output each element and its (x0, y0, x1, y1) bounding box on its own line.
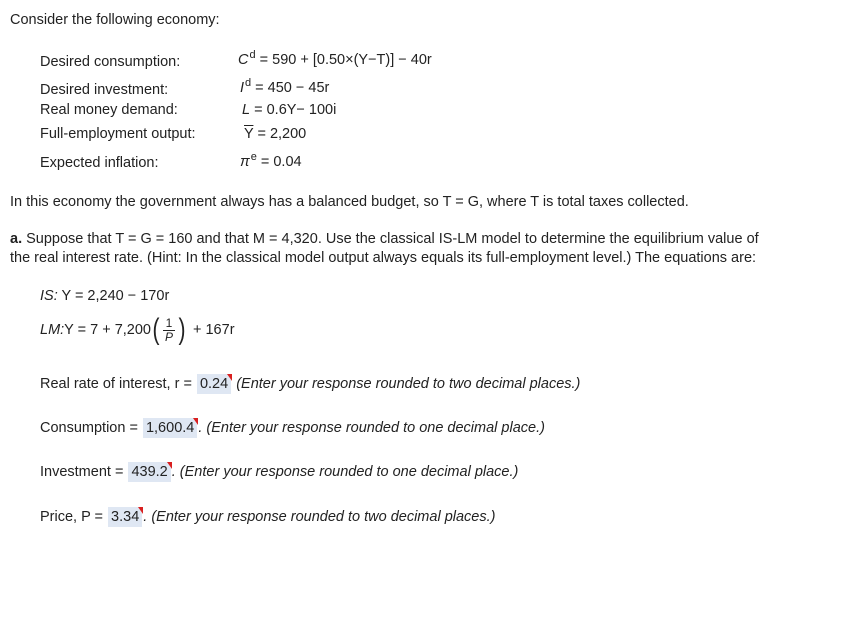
answer-interest-field[interactable]: 0.24 (197, 374, 231, 394)
incorrect-flag-icon (138, 507, 143, 514)
is-equation: IS: Y = 2,240 − 170r (40, 288, 170, 304)
eq-output-value: $\overline{Y} = 2,200$ (244, 126, 307, 142)
eq-investment-label: Desired investment: (40, 82, 169, 98)
incorrect-flag-icon (167, 462, 172, 469)
lm-fraction: $\frac{1}{P}$ (164, 315, 173, 344)
budget-note: In this economy the government always has a balanced budget, so T = G, where T is total taxes collected. (10, 194, 689, 210)
answer-investment-field[interactable]: 439.2 (128, 462, 170, 482)
eq-money-value: L = 0.6Y− 100i (242, 102, 337, 118)
incorrect-flag-icon (227, 374, 232, 381)
eq-consumption-label: Desired consumption: (40, 54, 181, 70)
answer-row-price: Price, P = 3.34 . (Enter your response rounded to two decimal places.) (40, 509, 496, 525)
lm-equation: LM: Y = 7 + 7,200 ( $\frac{1}{P}$ ) + 167r (40, 313, 235, 346)
answer-row-consumption: Consumption = 1,600.4 . (Enter your response rounded to one decimal place.) (40, 420, 545, 436)
part-a-text-2: the real interest rate. (Hint: In the classical model output always equals its full-employment level.) The equations are: (10, 250, 757, 266)
answer-price-field[interactable]: 3.34 (108, 507, 142, 527)
eq-money-label: Real money demand: (40, 102, 178, 118)
eq-investment-value: $I^d = 450 - 45r$ (240, 77, 330, 96)
part-a-text-1: a. Suppose that T = G = 160 and that M = 4,320. Use the classical IS-LM model to determine the equilibrium value of (10, 231, 759, 247)
eq-inflation-label: Expected inflation: (40, 155, 159, 171)
answer-row-investment: Investment = 439.2 . (Enter your response rounded to one decimal place.) (40, 464, 519, 480)
intro-text: Consider the following economy: (10, 12, 220, 28)
incorrect-flag-icon (193, 418, 198, 425)
answer-consumption-field[interactable]: 1,600.4 (143, 418, 197, 438)
eq-output-label: Full-employment output: (40, 126, 196, 142)
answer-row-interest: Real rate of interest, r = 0.24 (Enter your response rounded to two decimal places.) (40, 376, 581, 392)
eq-inflation-value: $\pi^e = 0.04$ (240, 151, 302, 170)
eq-consumption-value: $C^d = 590 + [0.50\times(Y-T)] - 40r$ (238, 49, 432, 68)
